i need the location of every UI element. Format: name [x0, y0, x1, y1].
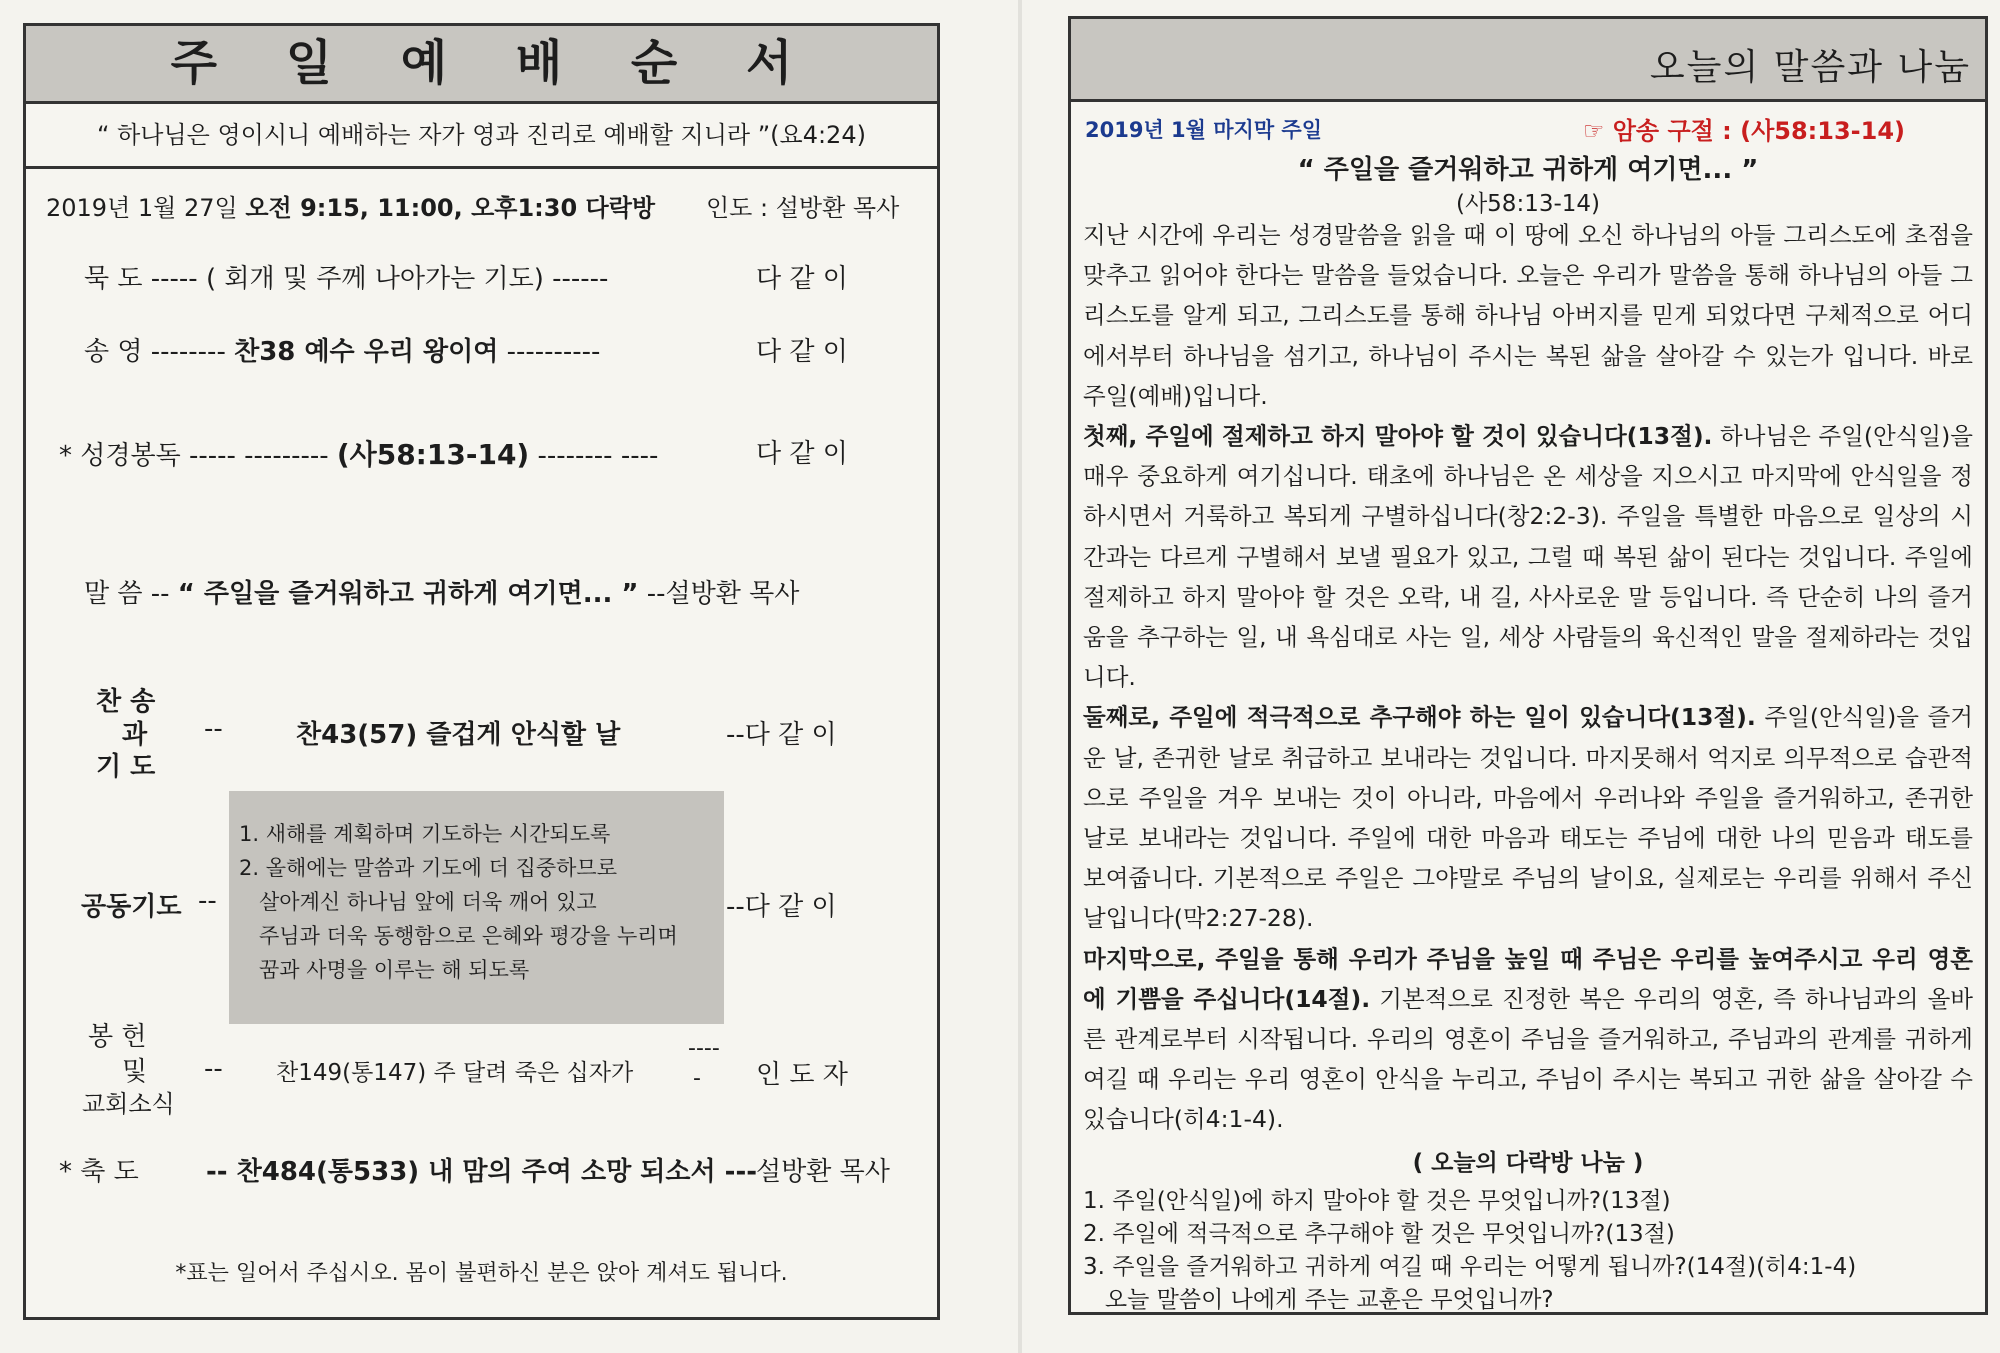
order-item-who: 다 같 이 [756, 264, 848, 294]
point-text: 기본적으로 진정한 복은 우리의 영혼, 즉 하나님과의 올바른 관계로부터 시작됩니다. 우리의 영혼이 주님을 즐거워하고, 주님과의 관계를 귀하게 여길 때 우리는 우리 영혼이 안식을 누리고, 주님이 주시는 복되고 귀한 삶을 살아갈 수 있습니다(히4:1-4). [1083, 984, 1973, 1134]
memory-verse: ☞ 암송 구절 : (사58:13-14) [1582, 117, 1905, 145]
service-times: 오전 9:15, 11:00, 오후1:30 다락방 [245, 194, 656, 222]
sharing-title: ( 오늘의 다락방 나눔 ) [1412, 1150, 1644, 1176]
order-item-label: * 성경봉독 [59, 441, 181, 471]
worship-order-title: 주 일 예 배 순 서 [26, 26, 937, 104]
dash: ---------- [498, 337, 601, 367]
sermon-point-3 [1083, 939, 1973, 1140]
order-item-silent-prayer [84, 258, 608, 295]
offering-who: 인 도 자 [756, 1060, 848, 1090]
order-item-who: 설방환 목사 [665, 579, 800, 609]
sermon-reference: (사58:13-14) [1455, 191, 1600, 217]
week-label: 2019년 1월 마지막 주일 [1085, 118, 1322, 142]
sermon-body [1083, 215, 1973, 1140]
order-item-who: 다 같 이 [756, 439, 848, 469]
benediction-who: 설방환 목사 [756, 1157, 890, 1187]
dash: -------- ---- [529, 441, 659, 471]
hymn-label-3: 기 도 [96, 752, 156, 782]
todays-word-panel [1068, 16, 1988, 1315]
dash: -- [142, 579, 178, 609]
order-item-scripture [59, 433, 658, 473]
offering-label-2: 및 [122, 1057, 148, 1087]
worship-order-panel [23, 23, 940, 1320]
todays-word-title: 오늘의 말씀과 나눔 [1649, 47, 1971, 88]
dash: -- [204, 714, 223, 744]
dash: -- [204, 1054, 223, 1084]
standing-note: *표는 일어서 주십시오. 몸이 불편하신 분은 앉아 계셔도 됩니다. [175, 1261, 788, 1286]
dash: ---- [688, 1036, 720, 1061]
point-heading: 마지막으로, 주일을 통해 우리가 주님을 높일 때 주님은 우리를 높여주시고 우리 영혼에 기쁨을 주십니다(14절). [1083, 944, 1973, 1013]
hymn-content: 찬43(57) 즐겁게 안식할 날 [296, 720, 621, 750]
service-date-line [46, 188, 926, 223]
order-item-label: 묵 도 [84, 264, 143, 294]
offering-content: 찬149(통147) 주 달려 죽은 십자가 [276, 1060, 634, 1086]
common-prayer-label: 공동기도 [81, 892, 182, 922]
page-fold [1018, 0, 1022, 1353]
benediction-label: * 축 도 [59, 1157, 139, 1187]
order-item-label: 말 씀 [84, 579, 143, 609]
sharing-question: 2. 주일에 적극적으로 추구해야 할 것은 무엇입니까?(13절) [1083, 1221, 1675, 1247]
order-item-content: “ 주일을 즐거워하고 귀하게 여기면... ” [177, 579, 639, 609]
benediction-content: -- 찬484(통533) 내 맘의 주여 소망 되소서 --- [206, 1157, 758, 1187]
prayer-line: 살아계신 하나님 앞에 더욱 깨어 있고 [239, 890, 597, 914]
order-item-content: ( 회개 및 주께 나아가는 기도) [205, 264, 544, 294]
dash: -------- [142, 337, 235, 367]
prayer-line: 꿈과 사명을 이루는 해 되도록 [239, 958, 530, 982]
hymn-who: --다 같 이 [726, 720, 837, 750]
order-item-content: 찬38 예수 우리 왕이여 [234, 337, 499, 367]
theme-verse: “ 하나님은 영이시니 예배하는 자가 영과 진리로 예배할 지니라 ”(요4:24) [26, 104, 937, 169]
sermon-point-1 [1083, 416, 1973, 697]
service-leader: 인도 : 설방환 목사 [706, 194, 900, 222]
hymn-label-2: 과 [122, 720, 148, 750]
hymn-label-1: 찬 송 [96, 687, 156, 717]
point-text: 주일(안식일)을 즐거운 날, 존귀한 날로 취급하고 보내라는 것입니다. 마지못해서 억지로 의무적으로 습관적으로 주일을 겨우 보내는 것이 아니라, 마음에서 우러나와 주일을 즐거워하고, 존귀한 날로 보내라는 것입니다. 주일에 대한 마음과 태도는 주님에 대한 나의 믿음과 태도를 보여줍니다. 기본적으로 주일은 그야말로 주님의 날이요, 실제로는 우리를 위해서 주신 날입니다(막2:27-28). [1083, 703, 1974, 933]
offering-label-3: 교회소식 [82, 1090, 175, 1118]
dash: -- [638, 579, 666, 609]
dash: ----- --------- [180, 441, 337, 471]
order-item-label: 송 영 [84, 337, 143, 367]
sermon-point-2 [1083, 697, 1973, 938]
order-item-doxology [84, 331, 600, 368]
point-heading: 첫째, 주일에 절제하고 하지 말아야 할 것이 있습니다(13절). [1083, 422, 1713, 451]
prayer-line: 1. 새해를 계획하며 기도하는 시간되도록 [239, 822, 611, 846]
dash: -- [198, 886, 217, 916]
todays-word-header [1071, 19, 1985, 102]
order-item-content: (사58:13-14) [336, 438, 530, 471]
order-item-sermon [84, 573, 799, 610]
point-heading: 둘째로, 주일에 적극적으로 추구해야 하는 일이 있습니다(13절). [1083, 703, 1756, 732]
sharing-question: 1. 주일(안식일)에 하지 말아야 할 것은 무엇입니까?(13절) [1083, 1188, 1671, 1214]
sharing-question: 오늘 말씀이 나에게 주는 교훈은 무엇입니까? [1083, 1287, 1554, 1313]
prayer-line: 주님과 더욱 동행함으로 은혜와 평강을 누리며 [239, 924, 678, 948]
point-text: 하나님은 주일(안식일)을 매우 중요하게 여기십니다. 태초에 하나님은 온 세상을 지으시고 마지막에 안식일을 정하시면서 거룩하고 복되게 구별하십니다(창2:2-3). 주일을 특별한 마음으로 일상의 시간과는 다르게 구별해서 보낼 필요가 있고, 그럴 때 복된 삶이 된다는 것입니다. 주일에 절제하고 하지 말아야 할 것은 오락, 내 길, 사사로운 말 등입니다. 즉 단순히 나의 즐거움을 추구하는 일, 내 욕심대로 사는 일, 세상 사람들의 육신적인 말을 절제하라는 것입니다. [1083, 422, 1973, 692]
dash: - [693, 1066, 701, 1091]
common-prayer-box [229, 791, 724, 1024]
prayer-line: 2. 올해에는 말씀과 기도에 더 집중하므로 [239, 856, 617, 880]
service-date: 2019년 1월 27일 [46, 194, 238, 222]
sermon-title: “ 주일을 즐거워하고 귀하게 여기면... ” [1297, 155, 1759, 185]
dash: ----- [142, 264, 206, 294]
order-item-who: 다 같 이 [756, 337, 848, 367]
sharing-question: 3. 주일을 즐거워하고 귀하게 여길 때 우리는 어떻게 됩니까?(14절)(히4:1-4) [1083, 1254, 1857, 1280]
dash: ------ [543, 264, 609, 294]
common-prayer-who: --다 같 이 [726, 892, 837, 922]
offering-label-1: 봉 헌 [88, 1022, 147, 1052]
sermon-intro: 지난 시간에 우리는 성경말씀을 읽을 때 이 땅에 오신 하나님의 아들 그리스도에 초점을 맞추고 읽어야 한다는 말씀을 들었습니다. 오늘은 우리가 말씀을 통해 하나님의 아들 그리스도를 알게 되고, 그리스도를 통해 하나님 아버지를 믿게 되었다면 구체적으로 어디에서부터 하나님을 섬기고, 하나님이 주시는 복된 삶을 살아갈 수 있는가 입니다. 바로 주일(예배)입니다. [1083, 221, 1973, 410]
